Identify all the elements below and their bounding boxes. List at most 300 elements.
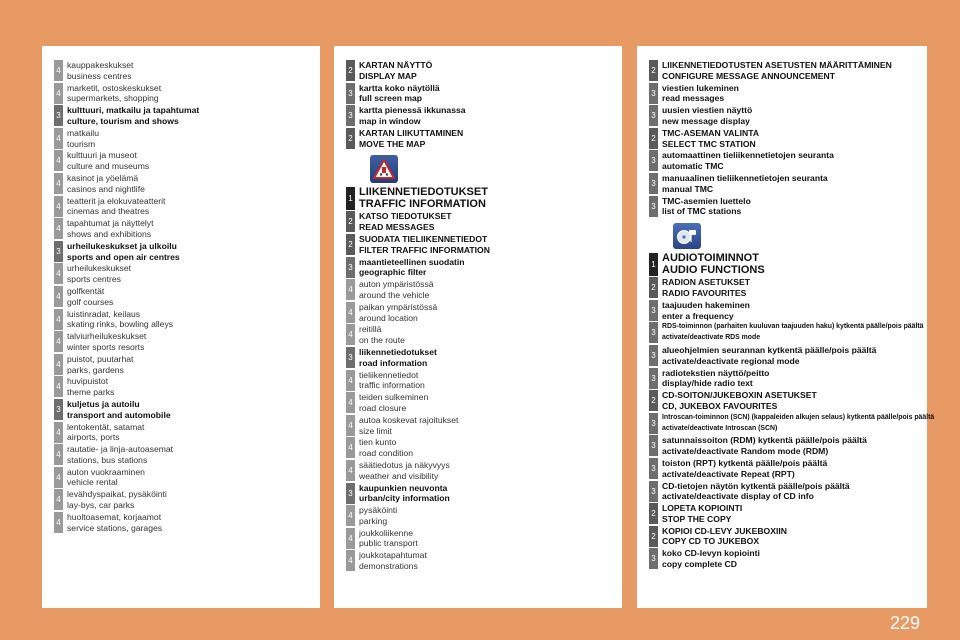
level-badge: 3 <box>649 105 658 126</box>
level-badge: 3 <box>649 481 658 502</box>
entry-text <box>359 128 463 150</box>
entry-label-english: geographic filter <box>359 267 427 278</box>
entry-text <box>359 460 450 482</box>
menu-entry-level-4 <box>346 528 622 550</box>
entry-label-english: map in window <box>359 115 421 126</box>
traffic-warning-icon <box>370 155 398 183</box>
entry-label-finnish: kauppakeskukset <box>67 60 134 70</box>
level-badge: 2 <box>346 234 355 255</box>
level-badge: 4 <box>54 128 63 149</box>
menu-entry-level-4 <box>54 489 320 511</box>
entry-label-finnish: tieliikennetiedot <box>359 369 419 380</box>
entry-label-english: weather and visibility <box>359 470 439 481</box>
entry-label-finnish: CD-tietojen näytön kytkentä päälle/pois päältä <box>662 480 850 491</box>
entry-label-english: service stations, garages <box>67 522 163 533</box>
level-badge: 2 <box>346 211 355 232</box>
entry-text <box>662 150 834 172</box>
level-badge: 2 <box>649 60 658 81</box>
entry-label-finnish: reitillä <box>359 324 382 335</box>
level-badge: 2 <box>649 128 658 149</box>
level-badge: 4 <box>54 173 63 194</box>
entry-list <box>346 187 622 572</box>
entry-text <box>67 173 145 195</box>
entry-label-english: cinemas and theatres <box>67 206 150 217</box>
entry-label-english: sports centres <box>67 274 121 285</box>
menu-entry-level-4 <box>54 60 320 82</box>
entry-label-english: road closure <box>359 402 407 413</box>
menu-column-1 <box>42 46 320 608</box>
level-badge: 2 <box>649 503 658 524</box>
menu-entry-level-3 <box>346 483 622 505</box>
entry-label-finnish: kulttuuri, matkailu ja tapahtumat <box>67 105 200 116</box>
entry-text <box>67 196 165 218</box>
entry-label-finnish: marketit, ostoskeskukset <box>67 82 162 93</box>
menu-entry-level-3 <box>649 435 927 457</box>
entry-label-finnish: rautatie- ja linja-autoasemat <box>67 444 174 455</box>
entry-label-finnish: KARTAN LIIKUTTAMINEN <box>359 127 464 138</box>
menu-entry-level-3 <box>346 257 622 279</box>
entry-text <box>662 390 817 412</box>
entry-label-english: culture, tourism and shows <box>67 115 179 126</box>
entry-text <box>662 345 876 367</box>
level-badge: 3 <box>649 173 658 194</box>
entry-label-english: tourism <box>67 138 96 149</box>
entry-label-finnish: RDS-toiminnon (parhaiten kuuluvan taajuuden haku) kytkentä päälle/pois päältä <box>662 323 924 331</box>
level-badge: 1 <box>346 187 355 210</box>
entry-text <box>67 309 173 331</box>
entry-label-english: traffic information <box>359 380 425 391</box>
entry-text <box>67 241 180 263</box>
entry-text <box>67 399 171 421</box>
menu-entry-level-3 <box>346 83 622 105</box>
audio-functions-icon <box>673 223 701 249</box>
entry-text <box>67 83 161 105</box>
entry-text <box>662 481 850 503</box>
entry-text <box>662 458 827 480</box>
entry-text <box>67 444 173 466</box>
entry-label-english: around the vehicle <box>359 289 430 300</box>
entry-label-english: READ MESSAGES <box>359 222 435 233</box>
entry-label-finnish: radiotekstien näyttö/peitto <box>662 367 770 378</box>
level-badge: 3 <box>346 83 355 104</box>
entry-label-english: shows and exhibitions <box>67 228 152 239</box>
menu-entry-level-2 <box>649 128 927 150</box>
level-badge: 3 <box>54 241 63 262</box>
menu-entry-level-4 <box>54 512 320 534</box>
level-badge: 4 <box>54 467 63 488</box>
entry-label-finnish: kuljetus ja autoilu <box>67 398 140 409</box>
entry-label-english: CD, JUKEBOX FAVOURITES <box>662 400 778 411</box>
menu-entry-level-3 <box>649 150 927 172</box>
entry-text <box>67 150 149 172</box>
entry-text <box>662 60 892 82</box>
level-badge: 4 <box>54 422 63 443</box>
entry-label-finnish: matkailu <box>67 127 99 138</box>
entry-label-finnish: talviurheilukeskukset <box>67 331 147 342</box>
level-badge: 3 <box>649 368 658 389</box>
entry-label-finnish: lentokentät, satamat <box>67 421 145 432</box>
entry-text <box>662 368 769 390</box>
entry-label-finnish: LIIKENNETIEDOTUKSET <box>359 186 488 199</box>
entry-text <box>359 528 418 550</box>
entry-label-finnish: LOPETA KOPIOINTI <box>662 503 743 514</box>
level-badge: 4 <box>54 354 63 375</box>
entry-label-finnish: alueohjelmien seurannan kytkentä päälle/pois päältä <box>662 344 877 355</box>
entry-text <box>662 300 750 322</box>
entry-label-finnish: AUDIOTOIMINNOT <box>662 252 759 265</box>
entry-label-english: full screen map <box>359 93 423 104</box>
entry-text <box>67 422 144 444</box>
entry-label-finnish: tien kunto <box>359 437 397 448</box>
entry-label-english: STOP THE COPY <box>662 513 732 524</box>
menu-column-3 <box>637 46 935 608</box>
entry-list <box>346 60 622 149</box>
menu-entry-level-3 <box>54 399 320 421</box>
entry-label-english: DISPLAY MAP <box>359 70 417 81</box>
entry-text <box>359 483 450 505</box>
level-badge: 4 <box>54 512 63 533</box>
entry-label-english: parking <box>359 515 388 526</box>
menu-entry-level-3 <box>649 300 927 322</box>
entry-label-english: FILTER TRAFFIC INFORMATION <box>359 244 490 255</box>
menu-entry-level-4 <box>346 324 622 346</box>
level-badge: 4 <box>346 505 355 526</box>
entry-text <box>662 435 867 457</box>
level-badge: 2 <box>649 526 658 547</box>
menu-entry-level-2 <box>649 526 927 548</box>
entry-text <box>359 257 465 279</box>
menu-entry-level-3 <box>649 196 927 218</box>
entry-label-finnish: auton ympäristössä <box>359 279 434 290</box>
entry-text <box>662 105 752 127</box>
level-badge: 4 <box>346 528 355 549</box>
entry-label-english: casinos and nightlife <box>67 183 145 194</box>
level-badge: 4 <box>346 415 355 436</box>
entry-label-finnish: huvipuistot <box>67 376 109 387</box>
level-badge: 3 <box>346 483 355 504</box>
entry-label-finnish: LIIKENNETIEDOTUSTEN ASETUSTEN MÄÄRITTÄMINEN <box>662 60 892 70</box>
level-badge: 4 <box>346 460 355 481</box>
entry-label-english: lay-bys, car parks <box>67 500 135 511</box>
entry-label-english: golf courses <box>67 296 114 307</box>
entry-label-finnish: automaattinen tieliikennetietojen seuranta <box>662 150 834 161</box>
entry-label-finnish: säätiedotus ja näkyvyys <box>359 459 450 470</box>
level-badge: 4 <box>54 309 63 330</box>
entry-label-english: business centres <box>67 70 132 81</box>
menu-entry-level-4 <box>54 173 320 195</box>
menu-entry-level-2 <box>649 60 927 82</box>
menu-entry-level-4 <box>346 302 622 324</box>
entry-text <box>67 331 146 353</box>
entry-label-english: activate/deactivate Random mode (RDM) <box>662 446 829 457</box>
level-badge: 4 <box>346 302 355 323</box>
menu-entry-level-2 <box>649 277 927 299</box>
menu-entry-level-2 <box>649 503 927 525</box>
entry-text <box>662 253 765 276</box>
entry-text <box>662 83 739 105</box>
level-badge: 4 <box>346 550 355 571</box>
menu-entry-level-4 <box>346 392 622 414</box>
entry-label-finnish: TMC-ASEMAN VALINTA <box>662 127 760 138</box>
entry-text <box>359 415 458 437</box>
page-number: 229 <box>889 613 920 633</box>
entry-text <box>359 324 405 346</box>
entry-label-finnish: liikennetiedotukset <box>359 346 437 357</box>
entry-label-english: road condition <box>359 448 413 459</box>
entry-text <box>67 376 114 398</box>
entry-label-english: around location <box>359 312 418 323</box>
entry-text <box>359 279 434 301</box>
menu-entry-level-4 <box>54 331 320 353</box>
entry-label-english: activate/deactivate Introscan (SCN) <box>662 424 778 432</box>
entry-label-finnish: kartta koko näytöllä <box>359 82 440 93</box>
entry-label-finnish: joukkoliikenne <box>359 527 413 538</box>
menu-entry-level-4 <box>54 263 320 285</box>
entry-text <box>359 347 437 369</box>
entry-label-finnish: tapahtumat ja näyttelyt <box>67 218 154 229</box>
menu-column-2 <box>334 46 622 608</box>
level-badge: 2 <box>649 390 658 411</box>
menu-entry-level-4 <box>346 460 622 482</box>
entry-label-finnish: KOPIOI CD-LEVY JUKEBOXIIN <box>662 525 787 536</box>
entry-list <box>649 252 935 570</box>
entry-text <box>67 263 131 285</box>
level-badge: 2 <box>346 60 355 81</box>
menu-entry-level-3 <box>649 83 927 105</box>
menu-entry-level-4 <box>54 218 320 240</box>
entry-label-finnish: kulttuuri ja museot <box>67 150 137 161</box>
level-badge: 3 <box>649 548 658 569</box>
audio-icon-block <box>673 223 927 249</box>
entry-label-english: airports, ports <box>67 432 120 443</box>
level-badge: 3 <box>649 413 658 434</box>
entry-label-finnish: viestien lukeminen <box>662 82 739 93</box>
menu-entry-level-3 <box>649 458 927 480</box>
level-badge: 4 <box>54 263 63 284</box>
level-badge: 4 <box>54 444 63 465</box>
entry-label-english: TRAFFIC INFORMATION <box>359 197 486 210</box>
entry-text <box>359 550 427 572</box>
level-badge: 4 <box>54 218 63 239</box>
entry-label-english: size limit <box>359 425 392 436</box>
entry-list <box>54 60 320 533</box>
level-badge: 4 <box>346 324 355 345</box>
level-badge: 3 <box>649 300 658 321</box>
menu-entry-level-3 <box>649 368 927 390</box>
level-badge: 3 <box>54 105 63 126</box>
entry-text <box>359 105 466 127</box>
entry-text <box>67 512 162 534</box>
entry-text <box>359 211 451 233</box>
entry-label-finnish: teiden sulkeminen <box>359 392 429 403</box>
level-badge: 3 <box>649 150 658 171</box>
entry-label-english: manual TMC <box>662 183 714 194</box>
entry-label-english: COPY CD TO JUKEBOX <box>662 536 760 547</box>
menu-entry-level-3 <box>649 481 927 503</box>
entry-label-english: activate/deactivate regional mode <box>662 355 800 366</box>
entry-label-english: culture and museums <box>67 161 150 172</box>
level-badge: 4 <box>54 83 63 104</box>
entry-label-english: demonstrations <box>359 561 418 572</box>
menu-entry-level-3 <box>649 322 927 344</box>
menu-entry-level-4 <box>54 196 320 218</box>
entry-label-english: CONFIGURE MESSAGE ANNOUNCEMENT <box>662 70 835 81</box>
menu-entry-level-3 <box>54 105 320 127</box>
menu-entry-level-4 <box>54 444 320 466</box>
menu-entry-level-3 <box>346 347 622 369</box>
entry-label-finnish: uusien viestien näyttö <box>662 105 753 116</box>
menu-entry-level-4 <box>346 550 622 572</box>
entry-text <box>662 128 759 150</box>
entry-label-english: theme parks <box>67 387 115 398</box>
level-badge: 2 <box>346 128 355 149</box>
menu-entry-level-3 <box>649 413 935 435</box>
entry-label-finnish: TMC-asemien luettelo <box>662 195 751 206</box>
entry-text <box>359 370 425 392</box>
entry-label-finnish: SUODATA TIELIIKENNETIEDOT <box>359 233 488 244</box>
menu-entry-level-4 <box>54 309 320 331</box>
entry-label-finnish: Introscan-toiminnon (SCN) (kappaleiden alkujen selaus) kytkentä päälle/pois päältä <box>662 413 935 421</box>
entry-label-finnish: autoa koskevat rajoitukset <box>359 414 459 425</box>
entry-text <box>67 128 99 150</box>
entry-text <box>359 187 488 210</box>
level-badge: 4 <box>54 150 63 171</box>
entry-label-english: AUDIO FUNCTIONS <box>662 263 765 276</box>
menu-entry-level-1 <box>346 187 622 210</box>
entry-label-english: new message display <box>662 115 750 126</box>
entry-label-english: winter sports resorts <box>67 341 145 352</box>
menu-entry-level-4 <box>54 83 320 105</box>
entry-label-english: activate/deactivate RDS mode <box>662 334 761 342</box>
entry-label-finnish: levähdyspaikat, pysäköinti <box>67 489 167 500</box>
level-badge: 4 <box>346 279 355 300</box>
entry-label-english: supermarkets, shopping <box>67 93 159 104</box>
menu-entry-level-3 <box>649 345 927 367</box>
entry-label-english: urban/city information <box>359 493 450 504</box>
menu-entry-level-4 <box>54 467 320 489</box>
menu-entry-level-4 <box>346 415 622 437</box>
menu-entry-level-4 <box>346 505 622 527</box>
menu-entry-level-1 <box>649 253 927 276</box>
menu-entry-level-4 <box>346 279 622 301</box>
entry-text <box>662 503 742 525</box>
menu-entry-level-3 <box>649 105 927 127</box>
menu-entry-level-2 <box>346 60 622 82</box>
entry-label-finnish: kasinot ja yöelämä <box>67 172 139 183</box>
entry-label-english: vehicle rental <box>67 477 118 488</box>
entry-text <box>359 60 432 82</box>
entry-label-english: copy complete CD <box>662 559 737 570</box>
entry-label-english: parks, gardens <box>67 364 124 375</box>
entry-list <box>649 60 927 217</box>
entry-label-finnish: kaupunkien neuvonta <box>359 482 448 493</box>
level-badge: 3 <box>346 105 355 126</box>
level-badge: 4 <box>54 286 63 307</box>
level-badge: 3 <box>649 83 658 104</box>
entry-text <box>662 196 751 218</box>
entry-text <box>662 277 750 299</box>
level-badge: 4 <box>54 376 63 397</box>
entry-label-finnish: KARTAN NÄYTTÖ <box>359 60 433 70</box>
entry-label-finnish: pysäköinti <box>359 505 398 516</box>
menu-entry-level-4 <box>54 150 320 172</box>
entry-label-english: stations, bus stations <box>67 454 148 465</box>
level-badge: 3 <box>649 322 658 343</box>
entry-label-finnish: RADION ASETUKSET <box>662 277 751 288</box>
entry-label-english: MOVE THE MAP <box>359 138 426 149</box>
level-badge: 2 <box>649 277 658 298</box>
level-badge: 4 <box>54 331 63 352</box>
level-badge: 4 <box>54 196 63 217</box>
entry-label-finnish: huoltoasemat, korjaamot <box>67 511 162 522</box>
entry-text <box>67 467 145 489</box>
entry-text <box>662 173 828 195</box>
level-badge: 3 <box>649 196 658 217</box>
level-badge: 3 <box>346 257 355 278</box>
entry-label-finnish: urheilukeskukset <box>67 263 132 274</box>
entry-label-finnish: koko CD-levyn kopiointi <box>662 548 760 559</box>
entry-text <box>662 548 760 570</box>
entry-label-english: RADIO FAVOURITES <box>662 287 747 298</box>
entry-label-english: activate/deactivate display of CD info <box>662 491 814 502</box>
level-badge: 3 <box>649 345 658 366</box>
level-badge: 3 <box>649 458 658 479</box>
entry-text <box>359 83 440 105</box>
entry-text <box>67 218 153 240</box>
entry-text <box>67 286 113 308</box>
entry-label-finnish: manuaalinen tieliikennetietojen seuranta <box>662 172 828 183</box>
entry-label-finnish: golfkentät <box>67 285 105 296</box>
level-badge: 3 <box>346 347 355 368</box>
entry-label-finnish: maantieteellinen suodatin <box>359 256 465 267</box>
entry-label-english: transport and automobile <box>67 409 171 420</box>
level-badge: 3 <box>649 435 658 456</box>
level-badge: 3 <box>54 399 63 420</box>
entry-label-finnish: urheilukeskukset ja ulkoilu <box>67 240 177 251</box>
menu-entry-level-3 <box>649 548 927 570</box>
level-badge: 1 <box>649 253 658 276</box>
entry-label-english: automatic TMC <box>662 161 724 172</box>
level-badge: 4 <box>54 60 63 81</box>
entry-text <box>359 302 437 324</box>
entry-label-finnish: puistot, puutarhat <box>67 353 134 364</box>
entry-label-finnish: CD-SOITON/JUKEBOXIN ASETUKSET <box>662 390 817 401</box>
entry-label-finnish: luistinradat, keilaus <box>67 308 141 319</box>
entry-text <box>662 526 787 548</box>
entry-text <box>662 322 924 344</box>
entry-label-english: sports and open air centres <box>67 251 180 262</box>
entry-label-finnish: joukkotapahtumat <box>359 550 427 561</box>
level-badge: 4 <box>346 437 355 458</box>
menu-entry-level-3 <box>346 105 622 127</box>
entry-label-finnish: taajuuden hakeminen <box>662 299 750 310</box>
level-badge: 4 <box>346 392 355 413</box>
entry-label-english: road information <box>359 357 428 368</box>
entry-text <box>359 392 428 414</box>
entry-label-english: list of TMC stations <box>662 206 742 217</box>
entry-text <box>67 489 167 511</box>
menu-entry-level-3 <box>54 241 320 263</box>
menu-entry-level-4 <box>54 354 320 376</box>
menu-entry-level-2 <box>346 128 622 150</box>
menu-entry-level-2 <box>346 234 622 256</box>
entry-label-english: on the route <box>359 335 405 346</box>
entry-label-english: enter a frequency <box>662 310 734 321</box>
entry-label-english: display/hide radio text <box>662 378 753 389</box>
entry-label-english: skating rinks, bowling alleys <box>67 319 174 330</box>
entry-text <box>359 437 413 459</box>
entry-label-finnish: kartta pienessä ikkunassa <box>359 105 466 116</box>
